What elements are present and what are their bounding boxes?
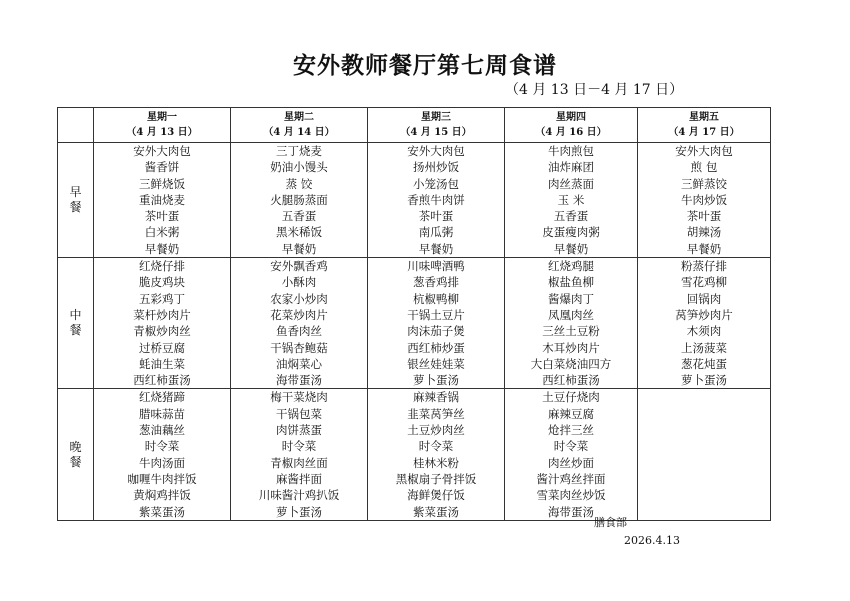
- dish-item: 木须肉: [686, 324, 722, 339]
- day-header: [94, 108, 231, 143]
- dish-item: 紫菜蛋汤: [413, 504, 459, 519]
- dish-item: 三丁烧麦: [276, 144, 322, 158]
- dish-item: 牛肉炒饭: [681, 192, 727, 207]
- menu-cell: [638, 258, 771, 389]
- dish-item: 干锅土豆片: [407, 307, 465, 322]
- dish-item: 茶叶蛋: [418, 209, 454, 224]
- dish-item: 西红柿蛋汤: [133, 373, 191, 388]
- dish-item: 青椒肉丝面: [270, 455, 328, 470]
- dish-item: 黑米稀饭: [276, 225, 322, 240]
- dinner-row: [58, 389, 771, 520]
- meal-label-char: 中: [69, 308, 82, 323]
- dish-item: 早餐奶: [686, 241, 722, 256]
- dish-item: 紫菜蛋汤: [139, 504, 185, 519]
- menu-cell: [368, 143, 505, 258]
- day-header: [638, 108, 771, 143]
- dish-item: 木耳炒肉片: [542, 340, 600, 355]
- day-header: [505, 108, 638, 143]
- meal-label-char: 餐: [69, 323, 82, 338]
- day-name: 星期四: [556, 112, 586, 123]
- footer-department: 膳食部: [594, 516, 627, 529]
- dish-item: 时令菜: [418, 439, 454, 454]
- dish-item: 三丝土豆粉: [542, 324, 600, 339]
- dish-item: 莴笋炒肉片: [675, 307, 733, 322]
- dish-item: 菜杆炒肉片: [133, 307, 191, 322]
- dish-item: 酱汁鸡丝拌面: [536, 471, 606, 486]
- dish-item: 鱼香肉丝: [276, 324, 322, 339]
- dish-item: 回锅肉: [686, 291, 722, 306]
- meal-label: [58, 389, 94, 520]
- dish-item: 萝卜蛋汤: [276, 504, 322, 519]
- dish-item: 时令菜: [553, 439, 589, 454]
- dish-item: 白米粥: [144, 225, 180, 240]
- dish-item: 黑椒扇子骨拌饭: [395, 471, 477, 486]
- dish-item: 银丝娃娃菜: [407, 356, 465, 371]
- dish-item: 海带蛋汤: [276, 373, 322, 388]
- dish-item: 土豆炒肉丝: [407, 423, 465, 438]
- day-name: 星期一: [147, 112, 177, 123]
- dish-item: 干锅包菜: [276, 406, 322, 421]
- meal-label: [58, 143, 94, 258]
- dish-item: 萝卜蛋汤: [681, 373, 727, 388]
- dish-item: 早餐奶: [418, 241, 454, 256]
- dish-item: 重油烧麦: [139, 192, 185, 207]
- dish-item: 红烧鸡腿: [548, 259, 594, 274]
- dish-item: 川味啤酒鸭: [407, 259, 465, 274]
- dish-item: 蚝油生菜: [139, 356, 185, 371]
- dish-item: 川味酱汁鸡扒饭: [258, 488, 340, 503]
- dish-item: 安外大肉包: [133, 144, 191, 158]
- dish-item: 粉蒸仔排: [681, 259, 727, 274]
- dish-item: 油焖菜心: [276, 356, 322, 371]
- dish-item: 早餐奶: [553, 241, 589, 256]
- meal-label-char: 晚: [69, 439, 82, 454]
- dish-item: 胡辣汤: [686, 225, 722, 240]
- day-name: 星期五: [689, 112, 719, 123]
- day-name: 星期三: [421, 112, 451, 123]
- menu-cell: [94, 143, 231, 258]
- dish-item: 肉丝蒸面: [548, 176, 594, 191]
- dish-item: 早餐奶: [281, 241, 317, 256]
- footer-date: 2026.4.13: [624, 534, 680, 547]
- dish-item: 五彩鸡丁: [139, 291, 185, 306]
- dish-item: 农家小炒肉: [270, 291, 328, 306]
- menu-cell: [368, 258, 505, 389]
- day-header: [231, 108, 368, 143]
- dish-item: 奶油小馒头: [270, 160, 328, 175]
- dish-item: 西红柿炒蛋: [407, 340, 465, 355]
- dish-item: 酱香饼: [144, 160, 180, 175]
- dish-item: 葱香鸡排: [413, 275, 459, 290]
- dish-item: 三鲜烧饭: [139, 176, 185, 191]
- dish-item: 梅干菜烧肉: [270, 390, 328, 405]
- dish-item: 腊味蒜苗: [139, 406, 185, 421]
- day-header: [368, 108, 505, 143]
- header-corner: [58, 108, 94, 143]
- dish-item: 扬州炒饭: [413, 160, 459, 175]
- menu-cell: [638, 389, 771, 520]
- dish-item: 五香蛋: [553, 209, 589, 224]
- dish-item: 青椒炒肉丝: [133, 324, 191, 339]
- dish-item: 土豆仔烧肉: [542, 390, 600, 405]
- dish-item: 雪花鸡柳: [681, 275, 727, 290]
- dish-item: 肉沫茄子煲: [407, 324, 465, 339]
- dish-item: 皮蛋瘦肉粥: [542, 225, 600, 240]
- dish-item: 小酥肉: [281, 275, 317, 290]
- menu-cell: [231, 143, 368, 258]
- menu-cell: [231, 389, 368, 520]
- dish-item: 肉丝炒面: [548, 455, 594, 470]
- dish-item: 黄焖鸡拌饭: [133, 488, 191, 503]
- dish-item: 凤凰肉丝: [548, 307, 594, 322]
- dish-item: 茶叶蛋: [144, 209, 180, 224]
- meal-label-char: 早: [69, 185, 82, 200]
- dish-item: 椒盐鱼柳: [548, 275, 594, 290]
- dish-item: 炝拌三丝: [548, 423, 594, 438]
- dish-item: 葱花炖蛋: [681, 356, 727, 371]
- dish-item: 蒸 饺: [285, 176, 313, 191]
- dish-item: 干锅杏鲍菇: [270, 340, 328, 355]
- meal-label: [58, 258, 94, 389]
- date-range: （4 月 13 日－4 月 17 日）: [505, 82, 684, 98]
- dish-item: 红烧猪蹄: [139, 390, 185, 405]
- menu-cell: [505, 143, 638, 258]
- dish-item: 酱爆肉丁: [548, 291, 594, 306]
- dish-item: 韭菜莴笋丝: [407, 406, 465, 421]
- dish-item: 萝卜蛋汤: [413, 373, 459, 388]
- dish-item: 早餐奶: [144, 241, 180, 256]
- dish-item: 茶叶蛋: [686, 209, 722, 224]
- menu-cell: [94, 389, 231, 520]
- dish-item: 桂林米粉: [413, 455, 459, 470]
- day-date: （4 月 16 日）: [535, 127, 607, 138]
- menu-cell: [505, 389, 638, 520]
- menu-cell: [505, 258, 638, 389]
- dish-item: 时令菜: [144, 439, 180, 454]
- dish-item: 麻辣豆腐: [548, 406, 594, 421]
- day-date: （4 月 13 日）: [126, 127, 198, 138]
- dish-item: 火腿肠蒸面: [270, 192, 328, 207]
- dish-item: 煎 包: [690, 160, 718, 175]
- meal-label-char: 餐: [69, 454, 82, 469]
- dish-item: 红烧仔排: [139, 259, 185, 274]
- dish-item: 过桥豆腐: [139, 340, 185, 355]
- page-title: 安外教师餐厅第七周食谱: [293, 52, 557, 79]
- dish-item: 牛肉煎包: [548, 144, 594, 158]
- dish-item: 肉饼蒸蛋: [276, 423, 322, 438]
- day-date: （4 月 17 日）: [668, 127, 740, 138]
- dish-item: 上汤菠菜: [681, 340, 727, 355]
- dish-item: 大白菜烧油四方: [530, 356, 612, 371]
- dish-item: 玉 米: [557, 192, 585, 207]
- breakfast-row: [58, 143, 771, 258]
- dish-item: 小笼汤包: [413, 176, 459, 191]
- menu-table: [57, 107, 771, 521]
- dish-item: 牛肉汤面: [139, 455, 185, 470]
- dish-item: 南瓜粥: [418, 225, 454, 240]
- meal-label-char: 餐: [69, 200, 82, 215]
- dish-item: 咖喱牛肉拌饭: [127, 471, 197, 486]
- dish-item: 五香蛋: [281, 209, 317, 224]
- header-row: [58, 108, 771, 143]
- dish-item: 葱油藕丝: [139, 423, 185, 438]
- dish-item: 西红柿蛋汤: [542, 373, 600, 388]
- menu-cell: [638, 143, 771, 258]
- day-date: （4 月 14 日）: [263, 127, 335, 138]
- dish-item: 花菜炒肉片: [270, 307, 328, 322]
- dish-item: 脆皮鸡块: [139, 275, 185, 290]
- dish-item: 麻辣香锅: [413, 390, 459, 405]
- lunch-row: [58, 258, 771, 389]
- dish-item: 麻酱拌面: [276, 471, 322, 486]
- dish-item: 海鲜煲仔饭: [407, 488, 465, 503]
- dish-item: 杭椒鸭柳: [413, 291, 459, 306]
- day-name: 星期二: [284, 112, 314, 123]
- day-date: （4 月 15 日）: [400, 127, 472, 138]
- dish-item: 雪菜肉丝炒饭: [536, 488, 606, 503]
- dish-item: 香煎牛肉饼: [407, 192, 465, 207]
- dish-item: 三鲜蒸饺: [681, 176, 727, 191]
- dish-item: 海带蛋汤: [548, 504, 594, 519]
- menu-cell: [231, 258, 368, 389]
- menu-cell: [94, 258, 231, 389]
- dish-item: 安外飘香鸡: [270, 259, 328, 274]
- dish-item: 油炸麻团: [548, 160, 594, 175]
- dish-item: 时令菜: [281, 439, 317, 454]
- dish-item: 安外大肉包: [675, 144, 733, 158]
- dish-item: 安外大肉包: [407, 144, 465, 158]
- menu-cell: [368, 389, 505, 520]
